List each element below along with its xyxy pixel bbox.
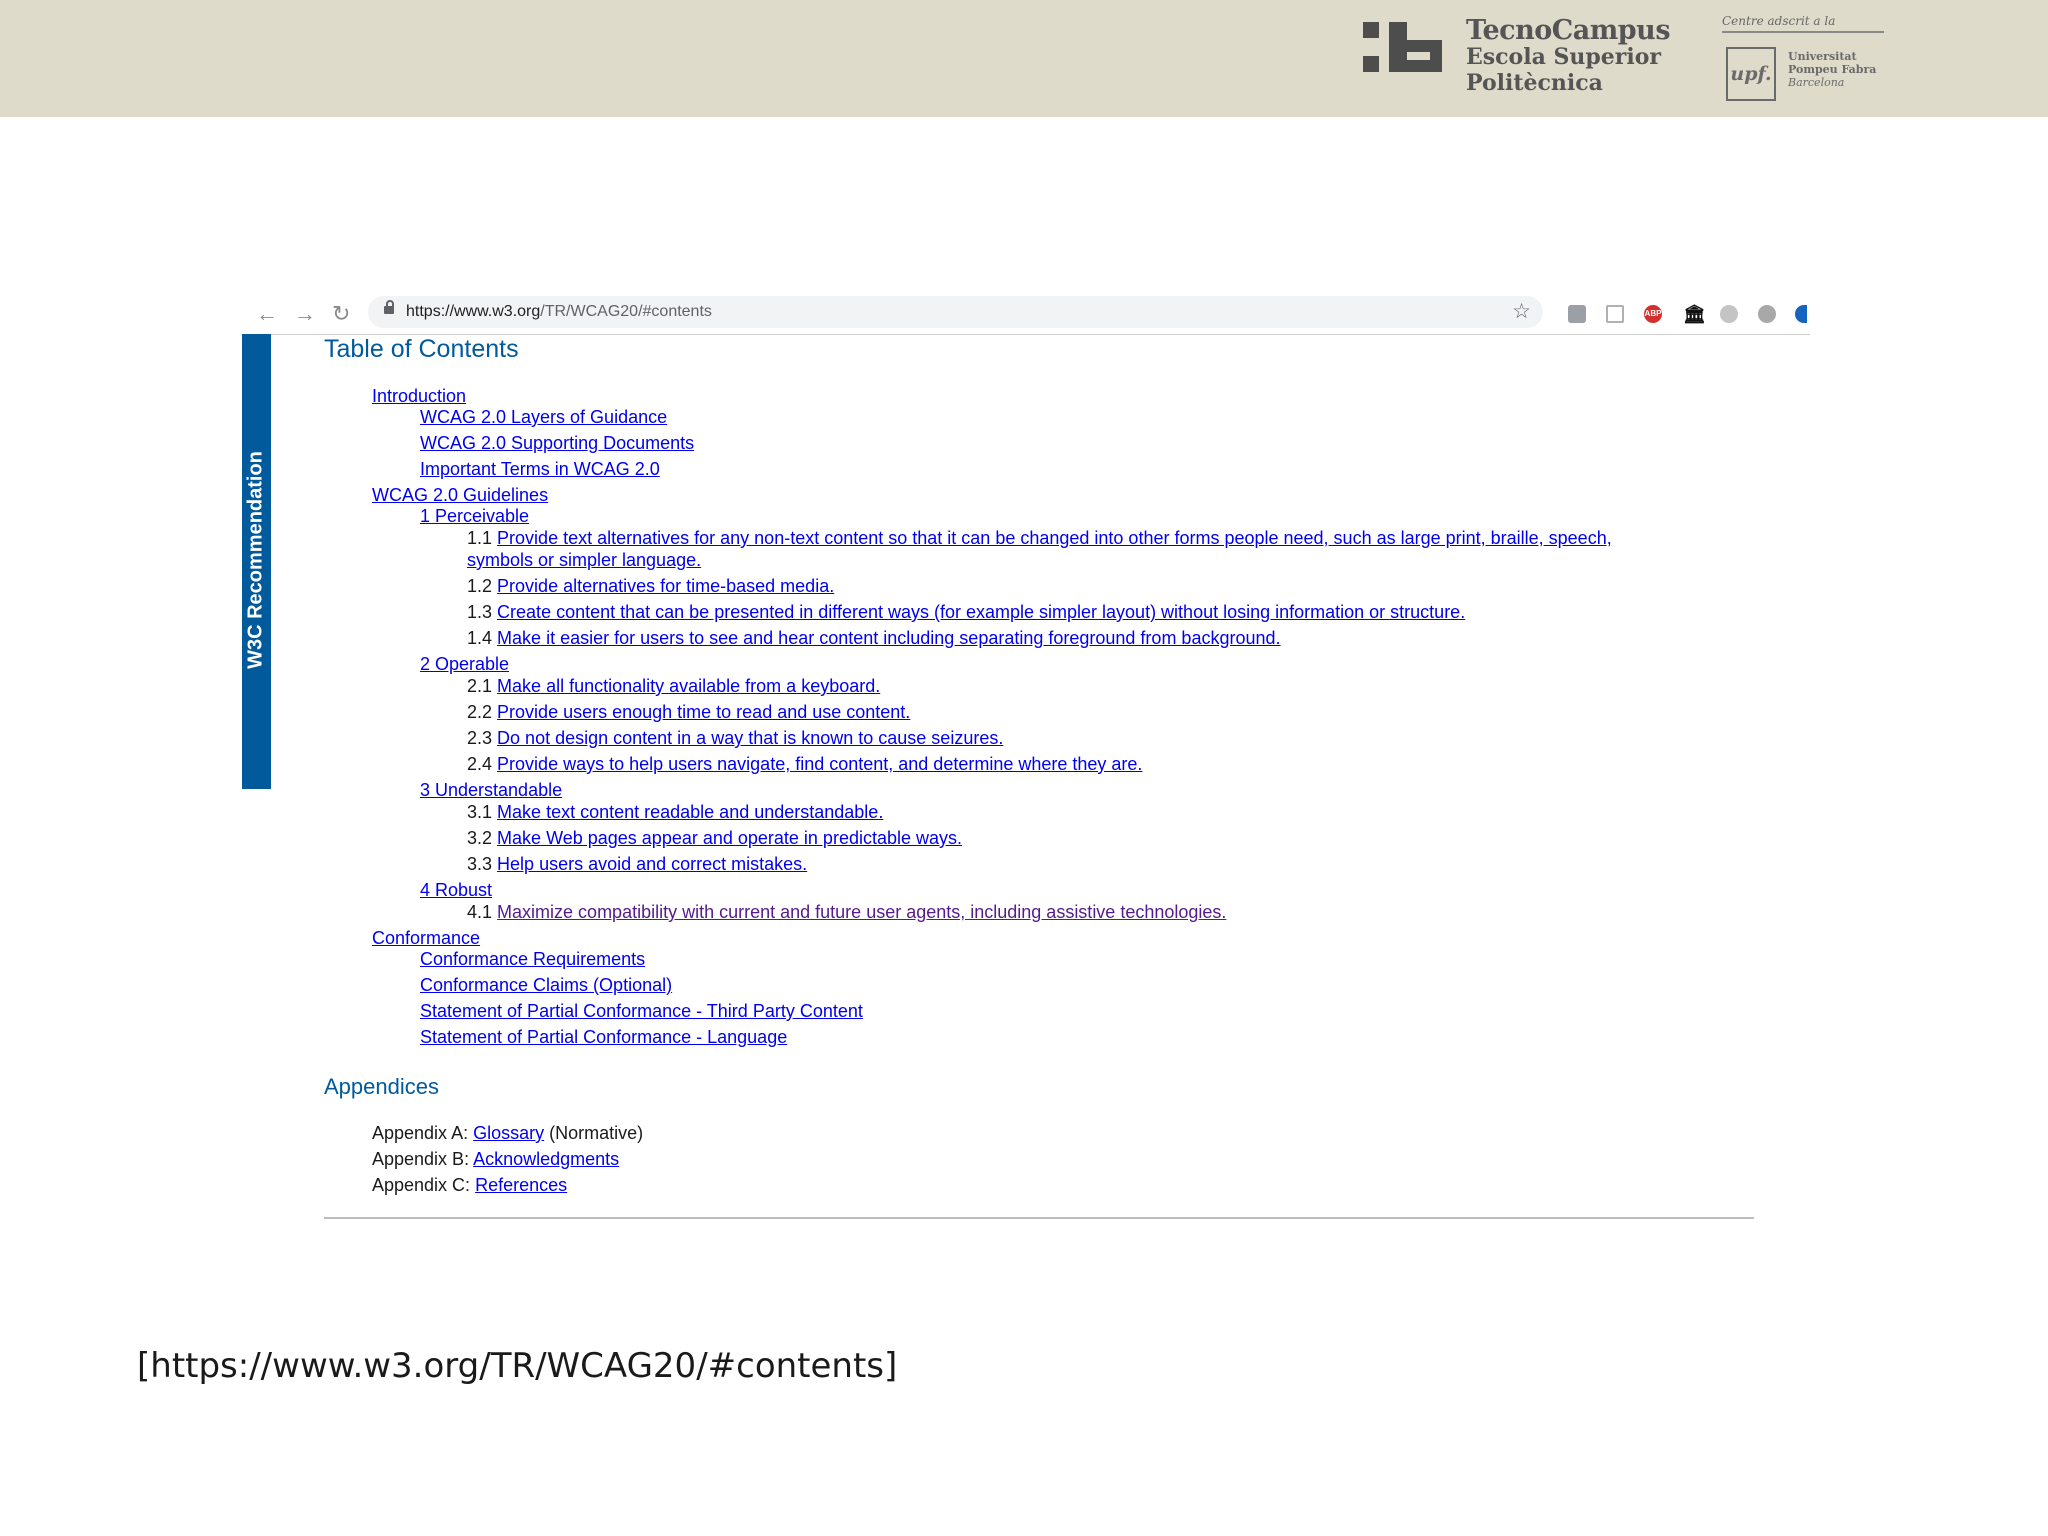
url-text[interactable] bbox=[406, 303, 712, 321]
toc-heading: Table of Contents bbox=[324, 335, 519, 363]
w3c-recommendation-badge bbox=[242, 334, 271, 789]
toc-link-guideline-2-1[interactable]: Make all functionality available from a keyboard. bbox=[497, 676, 881, 696]
toc-link-robust[interactable]: 4 Robust bbox=[420, 880, 493, 900]
toc-link-layers-of-guidance[interactable]: WCAG 2.0 Layers of Guidance bbox=[420, 407, 668, 427]
toc-item-guideline bbox=[467, 801, 883, 823]
tecnocampus-school-line1: Escola Superior bbox=[1466, 44, 1661, 70]
toc-link-conformance-requirements[interactable]: Conformance Requirements bbox=[420, 949, 646, 969]
slide-header-band bbox=[0, 0, 2048, 117]
upf-logo-box: upf. bbox=[1726, 47, 1776, 101]
content-divider bbox=[324, 1217, 1754, 1219]
appendix-link-glossary[interactable]: Glossary bbox=[473, 1123, 545, 1143]
toc-item bbox=[420, 1000, 863, 1022]
toc-item-guideline bbox=[467, 527, 1612, 549]
toc-item-guideline bbox=[467, 627, 1281, 649]
address-bar[interactable] bbox=[368, 296, 1543, 328]
toc-item-guideline-continuation bbox=[467, 549, 701, 571]
adblock-icon[interactable]: ABP bbox=[1644, 305, 1662, 323]
appendix-item-c bbox=[372, 1174, 567, 1196]
toc-link-guideline-2-2[interactable]: Provide users enough time to read and use content. bbox=[497, 702, 911, 722]
appendix-prefix: Appendix A: bbox=[372, 1123, 469, 1143]
toc-item-guideline bbox=[467, 675, 880, 697]
forward-arrow-icon[interactable]: → bbox=[294, 301, 316, 326]
bookmark-star-icon[interactable]: ☆ bbox=[1512, 300, 1531, 323]
toc-item bbox=[420, 432, 694, 454]
toc-item-guidelines bbox=[372, 484, 548, 506]
toc-item-principle bbox=[420, 879, 492, 901]
browser-screenshot bbox=[242, 292, 1810, 1222]
toc-link-perceivable[interactable]: 1 Perceivable bbox=[420, 506, 530, 526]
toc-item bbox=[420, 406, 667, 428]
appendices-heading: Appendices bbox=[324, 1074, 439, 1099]
upf-name-line1: Universitat bbox=[1788, 50, 1857, 63]
toc-item-guideline bbox=[467, 901, 1226, 923]
toc-item-guideline bbox=[467, 601, 1465, 623]
toc-link-guideline-3-3[interactable]: Help users avoid and correct mistakes. bbox=[497, 854, 808, 874]
upf-name bbox=[1788, 50, 1876, 89]
toc-link-guideline-1-4[interactable]: Make it easier for users to see and hear content including separating foreground from background. bbox=[497, 628, 1281, 648]
url-path: /TR/WCAG20/#contents bbox=[540, 303, 712, 320]
toc-item-introduction bbox=[372, 385, 466, 407]
appendix-link-references[interactable]: References bbox=[475, 1175, 568, 1195]
toc-link-conformance-claims[interactable]: Conformance Claims (Optional) bbox=[420, 975, 673, 995]
upf-name-line2: Pompeu Fabra bbox=[1788, 63, 1877, 76]
rss-icon[interactable] bbox=[1568, 305, 1586, 323]
toc-item-principle bbox=[420, 779, 562, 801]
upf-name-line3: Barcelona bbox=[1788, 76, 1845, 89]
toc-item bbox=[420, 1026, 787, 1048]
url-domain: https://www.w3.org bbox=[406, 303, 541, 320]
toc-link-introduction[interactable]: Introduction bbox=[372, 386, 467, 406]
w3c-recommendation-label: W3C Recommendation bbox=[244, 451, 267, 669]
toc-item bbox=[420, 974, 672, 996]
globe-icon[interactable] bbox=[1758, 305, 1776, 323]
toc-item bbox=[420, 948, 645, 970]
tecnocampus-school-line2: Politècnica bbox=[1466, 70, 1603, 96]
upf-logo bbox=[1722, 14, 1884, 89]
toc-link-important-terms[interactable]: Important Terms in WCAG 2.0 bbox=[420, 459, 660, 479]
slide-caption-url: [https://www.w3.org/TR/WCAG20/#contents] bbox=[137, 1346, 898, 1386]
toc-item-principle bbox=[420, 505, 529, 527]
toc-link-guideline-4-1[interactable]: Maximize compatibility with current and future user agents, including assistive technologies. bbox=[497, 902, 1227, 922]
toc-link-guideline-1-1[interactable]: Provide text alternatives for any non-text content so that it can be changed into other forms people need, such as large print, braille, speech, bbox=[497, 528, 1612, 548]
appendix-prefix: Appendix C: bbox=[372, 1175, 471, 1195]
toc-item-principle bbox=[420, 653, 509, 675]
upf-affiliation-text: Centre adscrit a la bbox=[1722, 14, 1884, 33]
toc-link-supporting-documents[interactable]: WCAG 2.0 Supporting Documents bbox=[420, 433, 695, 453]
guideline-number: 2.4 bbox=[467, 754, 493, 774]
guideline-number: 3.1 bbox=[467, 802, 493, 822]
museum-icon[interactable]: 🏛 bbox=[1683, 304, 1706, 324]
guideline-number: 1.3 bbox=[467, 602, 493, 622]
guideline-number: 3.3 bbox=[467, 854, 493, 874]
toc-link-guideline-1-3[interactable]: Create content that can be presented in different ways (for example simpler layout) without losing information or structure. bbox=[497, 602, 1466, 622]
appendix-item-b bbox=[372, 1148, 619, 1170]
guideline-number: 1.2 bbox=[467, 576, 493, 596]
back-arrow-icon[interactable]: ← bbox=[256, 301, 278, 326]
toc-link-partial-conformance-language[interactable]: Statement of Partial Conformance - Language bbox=[420, 1027, 788, 1047]
toc-item-conformance bbox=[372, 927, 480, 949]
toc-link-understandable[interactable]: 3 Understandable bbox=[420, 780, 563, 800]
appendix-prefix: Appendix B: bbox=[372, 1149, 470, 1169]
cloud-icon[interactable] bbox=[1720, 305, 1738, 323]
toc-item bbox=[420, 458, 660, 480]
guideline-number: 1.4 bbox=[467, 628, 493, 648]
reload-icon[interactable]: ↻ bbox=[332, 301, 351, 326]
tab-icon[interactable] bbox=[1606, 305, 1624, 323]
toc-link-guideline-1-1-cont[interactable]: symbols or simpler language. bbox=[467, 550, 702, 570]
toc-link-guideline-3-2[interactable]: Make Web pages appear and operate in predictable ways. bbox=[497, 828, 963, 848]
guideline-number: 1.1 bbox=[467, 528, 493, 548]
toc-link-guideline-2-3[interactable]: Do not design content in a way that is known to cause seizures. bbox=[497, 728, 1004, 748]
toc-link-guideline-2-4[interactable]: Provide ways to help users navigate, find content, and determine where they are. bbox=[497, 754, 1143, 774]
toc-item-guideline bbox=[467, 853, 807, 875]
tecnocampus-wordmark bbox=[1466, 15, 1671, 96]
toc-item-guideline bbox=[467, 827, 962, 849]
toc-link-operable[interactable]: 2 Operable bbox=[420, 654, 510, 674]
guideline-number: 2.1 bbox=[467, 676, 493, 696]
guideline-number: 2.2 bbox=[467, 702, 493, 722]
lock-icon bbox=[384, 306, 394, 314]
appendix-link-acknowledgments[interactable]: Acknowledgments bbox=[473, 1149, 620, 1169]
guideline-number: 2.3 bbox=[467, 728, 493, 748]
toc-item-guideline bbox=[467, 575, 834, 597]
guideline-number: 4.1 bbox=[467, 902, 493, 922]
appendix-item-a bbox=[372, 1122, 643, 1144]
toc-link-partial-conformance-third-party[interactable]: Statement of Partial Conformance - Third Party Content bbox=[420, 1001, 863, 1021]
toc-item-guideline bbox=[467, 701, 910, 723]
toc-link-guideline-1-2[interactable]: Provide alternatives for time-based media. bbox=[497, 576, 835, 596]
toc-item-guideline bbox=[467, 727, 1003, 749]
toc-link-guideline-3-1[interactable]: Make text content readable and understandable. bbox=[497, 802, 884, 822]
tecnocampus-name: TecnoCampus bbox=[1466, 15, 1671, 46]
appendix-suffix: (Normative) bbox=[549, 1123, 644, 1143]
toc-link-guidelines[interactable]: WCAG 2.0 Guidelines bbox=[372, 485, 549, 505]
guideline-number: 3.2 bbox=[467, 828, 493, 848]
toc-item-guideline bbox=[467, 753, 1142, 775]
toc-link-conformance[interactable]: Conformance bbox=[372, 928, 481, 948]
euro-icon[interactable] bbox=[1795, 305, 1807, 323]
